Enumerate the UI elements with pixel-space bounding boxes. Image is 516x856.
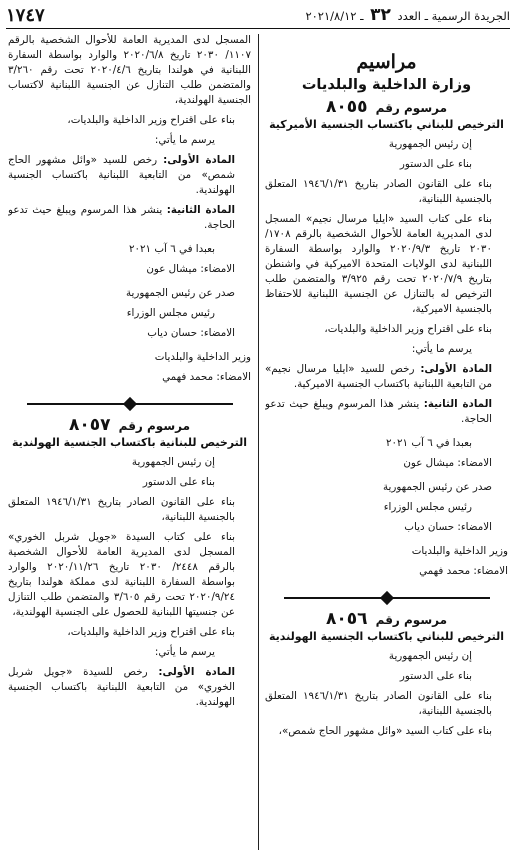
ministry-title: وزارة الداخلية والبلديات bbox=[301, 77, 472, 93]
decrees-following: يرسم ما يأتي: bbox=[154, 646, 215, 658]
preamble-law: بناء على القانون الصادر بتاريخ ١٩٤٦/١/٣١ المتعلق بالجنسية اللبنانية، bbox=[8, 496, 236, 523]
preamble-proposal: بناء على اقتراح وزير الداخلية والبلديات، bbox=[324, 323, 492, 335]
interior-minister-title: وزير الداخلية والبلديات bbox=[154, 351, 251, 363]
signature-president: الامضاء: ميشال عون bbox=[403, 457, 492, 469]
right-column bbox=[265, 33, 508, 852]
issued-by: صدر عن رئيس الجمهورية bbox=[125, 287, 235, 299]
article-2: المادة الثانية: ينشر هذا المرسوم ويبلغ حيث تدعو الحاجة. bbox=[265, 398, 492, 425]
issue-label: ـ العدد bbox=[397, 9, 428, 23]
decree-number-8056: مرسوم رقم ٨٠٥٦ bbox=[325, 609, 448, 629]
issue-date: ـ ٢٠٢١/٨/١٢ bbox=[305, 9, 364, 23]
signature-interior-minister: الامضاء: محمد فهمي bbox=[419, 565, 508, 577]
decree-title: الترخيص للبناني باكتساب الجنسية الهولندية bbox=[268, 630, 504, 643]
column-divider bbox=[258, 34, 259, 850]
signature-interior-minister: الامضاء: محمد فهمي bbox=[162, 371, 251, 383]
journal-name: الجريدة الرسمية bbox=[431, 9, 510, 23]
preamble-president: إن رئيس الجمهورية bbox=[388, 650, 472, 662]
decree-title: الترخيص للبناني باكتساب الجنسية الأميركية bbox=[269, 118, 504, 131]
preamble-letter: بناء على كتاب السيد «ايليا مرسال نجيم» المسجل لدى المديرية العامة للأحوال الشخصية بالرقم ١٧٠٨/ ٢٠٣٠ تاريخ ٢٠٢٠/٩/٣ والوارد بواسطة السفارة اللبنانية لدى الولايات المتحدة الاميركية في واشنطن بتاريخ ٢٠٢٠/٧/٩ تحت رقم ٣/٩٢٥ والمتضمن طلب الترخيص له بالتنازل عن الجنسية اللبنانية للاحتفاظ بالجنسية الاميركية، bbox=[265, 213, 492, 315]
page-number: ١٧٤٧ bbox=[6, 4, 45, 26]
decree-number-8057: مرسوم رقم ٨٠٥٧ bbox=[68, 415, 191, 435]
preamble-letter: بناء على كتاب السيدة «جويل شربل الخوري» المسجل لدى المديرية العامة للأحوال الشخصية بالرقم ٢٤٤٨/ ٢٠٣٠ تاريخ ٢٠٢٠/١١/٢٦ والوارد بواسطة السفارة اللبنانية لدى مملكة هولندا بتاريخ ٢٠٢٠/٩/٢٤ تحت رقم ٣/٦٠٥ والمتضمن طلب التنازل عن جنسيتها اللبنانية للحصول على الجنسية الهولندية، bbox=[8, 531, 236, 618]
interior-minister-title: وزير الداخلية والبلديات bbox=[411, 545, 508, 557]
signing-date: بعبدا في ٦ آب ٢٠٢١ bbox=[128, 243, 215, 255]
section-separator bbox=[8, 399, 251, 409]
issued-by: صدر عن رئيس الجمهورية bbox=[382, 481, 492, 493]
article-1: المادة الأولى: رخص للسيد «ايليا مرسال نجيم» من التابعية اللبنانية باكتساب الجنسية الاميركية. bbox=[265, 363, 492, 390]
signature-prime-minister: الامضاء: حسان دياب bbox=[404, 521, 492, 533]
section-separator bbox=[265, 593, 508, 603]
section-title: مراسيم bbox=[356, 51, 417, 73]
issue-number: ٣٢ bbox=[370, 5, 391, 25]
page-header bbox=[6, 2, 510, 29]
article-1: المادة الأولى: رخص للسيد «وائل مشهور الحاج شمص» من التابعية اللبنانية باكتساب الجنسية الهولندية. bbox=[8, 154, 235, 196]
preamble-law: بناء على القانون الصادر بتاريخ ١٩٤٦/١/٣١ المتعلق بالجنسية اللبنانية، bbox=[265, 690, 493, 717]
prime-minister-title: رئيس مجلس الوزراء bbox=[383, 501, 472, 513]
preamble-constitution: بناء على الدستور bbox=[142, 476, 215, 488]
preamble-letter: بناء على كتاب السيد «وائل مشهور الحاج شمص»، bbox=[278, 725, 492, 737]
preamble-proposal: بناء على اقتراح وزير الداخلية والبلديات، bbox=[67, 626, 235, 638]
preamble-president: إن رئيس الجمهورية bbox=[131, 456, 215, 468]
letter-continuation: المسجل لدى المديرية العامة للأحوال الشخصية بالرقم ١١٠٧/ ٢٠٣٠ تاريخ ٢٠٢٠/٦/٨ والوارد بواسطة السفارة اللبنانية في هولندا بتاريخ ٢٠٢٠/٤/٦ تحت رقم ٣/٢٦٠ والمتضمن طلب التنازل عن الجنسية اللبنانية لاكتساب الجنسية الهولندية، bbox=[8, 34, 251, 106]
decrees-following: يرسم ما يأتي: bbox=[154, 134, 215, 146]
preamble-president: إن رئيس الجمهورية bbox=[388, 138, 472, 150]
signature-president: الامضاء: ميشال عون bbox=[146, 263, 235, 275]
preamble-law: بناء على القانون الصادر بتاريخ ١٩٤٦/١/٣١ المتعلق بالجنسية اللبنانية، bbox=[265, 178, 493, 205]
decree-title: الترخيص للبنانية باكتساب الجنسية الهولندية bbox=[11, 436, 248, 449]
article-2: المادة الثانية: ينشر هذا المرسوم ويبلغ حيث تدعو الحاجة. bbox=[8, 204, 235, 231]
preamble-proposal: بناء على اقتراح وزير الداخلية والبلديات، bbox=[67, 114, 235, 126]
journal-info bbox=[305, 5, 510, 25]
decrees-following: يرسم ما يأتي: bbox=[411, 343, 472, 355]
left-column bbox=[8, 33, 251, 852]
prime-minister-title: رئيس مجلس الوزراء bbox=[126, 307, 215, 319]
signature-prime-minister: الامضاء: حسان دياب bbox=[147, 327, 235, 339]
decree-number-8055: مرسوم رقم ٨٠٥٥ bbox=[325, 97, 448, 117]
preamble-constitution: بناء على الدستور bbox=[399, 158, 472, 170]
signing-date: بعبدا في ٦ آب ٢٠٢١ bbox=[385, 437, 472, 449]
preamble-constitution: بناء على الدستور bbox=[399, 670, 472, 682]
article-1: المادة الأولى: رخص للسيدة «جويل شربل الخوري» من التابعية اللبنانية باكتساب الجنسية الهولندية. bbox=[8, 666, 235, 708]
